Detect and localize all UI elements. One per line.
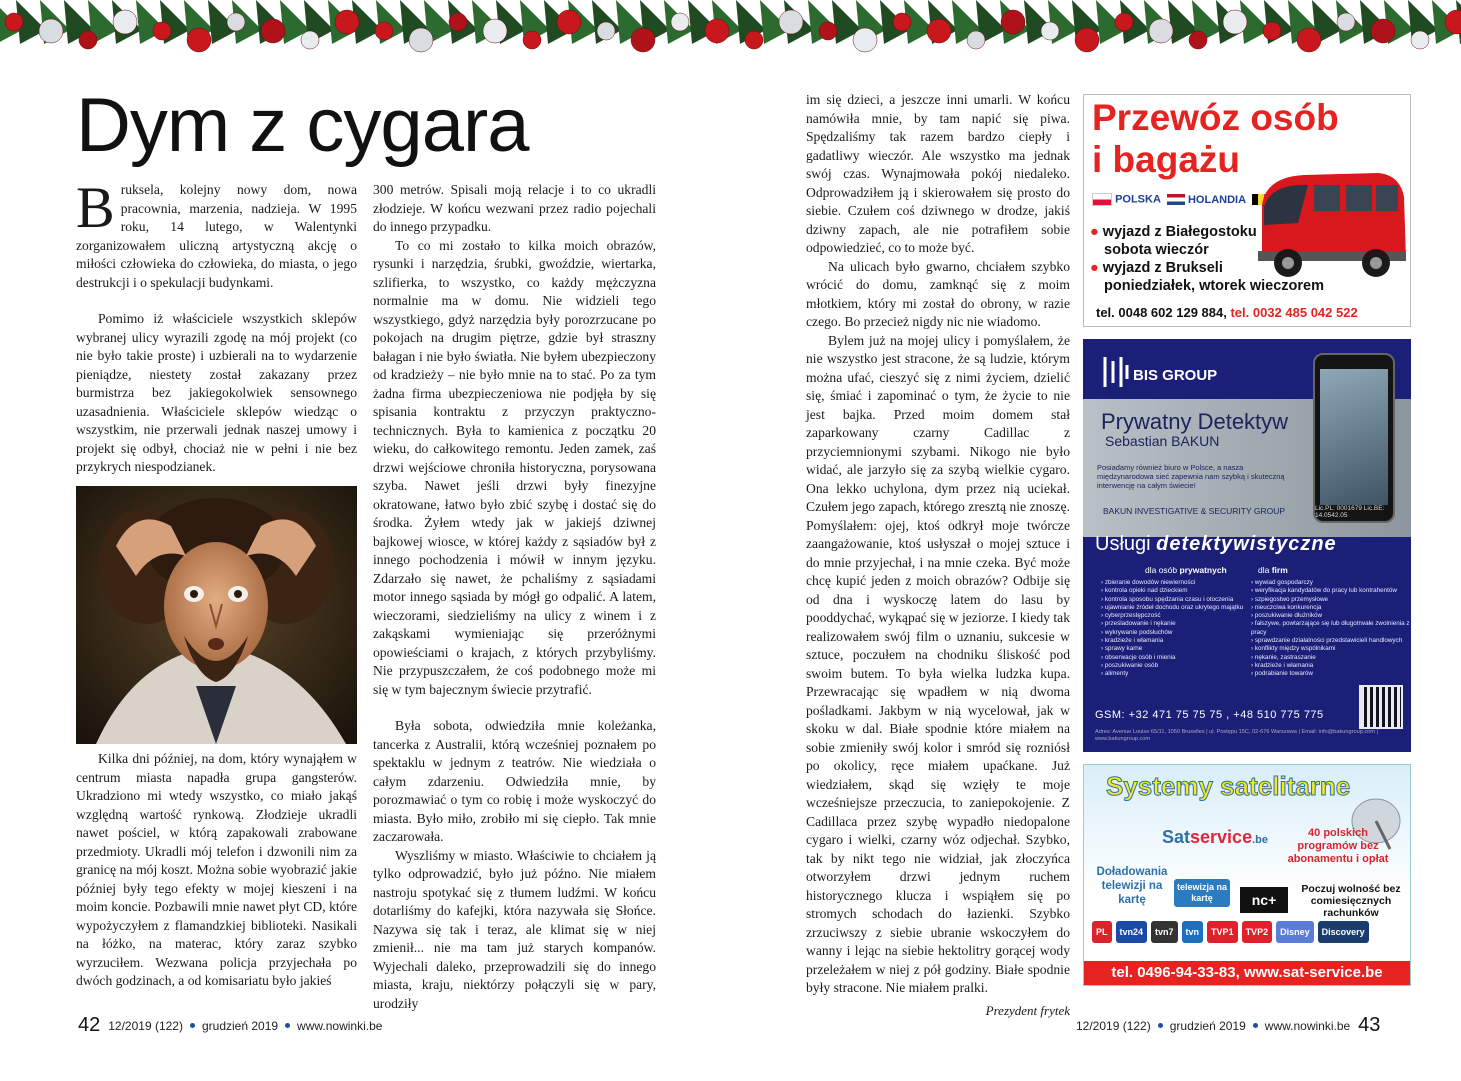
ad-firm-services-list — [1251, 579, 1411, 679]
list-item: › cyberprzestępczość — [1101, 612, 1243, 620]
page-footer-right — [1076, 1014, 1388, 1037]
list-item: › ujawnianie źródeł dochodu oraz ukrytego majątku — [1101, 604, 1243, 612]
article-photo-frightened-man — [76, 486, 357, 744]
ad-phone-numbers: tel. 0048 602 129 884, tel. 0032 485 042 522 — [1096, 305, 1358, 320]
ncplus-logo: nc+ — [1240, 887, 1288, 913]
list-item: › nieuczciwa konkurencja — [1251, 604, 1411, 612]
page-footer-left — [70, 1014, 382, 1037]
paragraph: Kilka dni później, na dom, który wynająłem w centrum miasta napadła grupa gangsterów. Ukradziono mi wtedy wszystko, co miało jakąś względną wartość rynkową. Złodzieje ukradli nawet pościel, w którą zapakowali zrabowane przedmioty. Ukradli mój telefon i dzwonili nim za granicę na mój koszt. Można sobie wyobrazić jakie później były tego efekty w mojej kieszeni i na moim koncie. Pozbawili mnie nawet płyt CD, które wypożyczyłem z flamandzkiej biblioteki. Nasikali na łóżko, na materac, który zaraz szybko wyrzuciłem. Wezwana policja przyjechała po dwóch godzinach, a od komisariatu było jakieś — [76, 751, 357, 988]
christmas-garland-decoration — [0, 0, 1461, 62]
list-item: › obserwacje osób i mienia — [1101, 654, 1243, 662]
list-item: › weryfikacja kandydatów do pracy lub kontrahentów — [1251, 587, 1411, 595]
ad-blurb: Posiadamy również biuro w Polsce, a nasza międzynarodowa sieć zapewnia nam szybką i skuteczną interwencję na całym świecie! — [1097, 463, 1285, 490]
list-item: › wykrywanie podsłuchów — [1101, 629, 1243, 637]
ad-phone-numbers: GSM: +32 471 75 75 75 , +48 510 775 775 — [1095, 709, 1324, 721]
list-item: › zbieranie dowodów niewierności — [1101, 579, 1243, 587]
ad-private-services-list — [1101, 579, 1243, 679]
channel-logo: TVP1 — [1207, 921, 1238, 943]
list-item: › kontrola sposobu spędzania czasu i otoczenia — [1101, 596, 1243, 604]
channel-logo: Disney — [1276, 921, 1314, 943]
ad-channels-offer: 40 polskich programów bez abonamentu i opłat — [1287, 827, 1389, 865]
list-item: › podrabianie towarów — [1251, 670, 1411, 678]
list-item: › fałszywe, powtarzające się lub długotrwałe zwolnienia z pracy — [1251, 620, 1411, 637]
list-item: › kontrola opieki nad dzieckiem — [1101, 587, 1243, 595]
ad-logo-text: BIS GROUP — [1133, 367, 1218, 384]
list-item: › nękanie, zastraszanie — [1251, 654, 1411, 662]
list-item: › prześladowanie i nękanie — [1101, 620, 1243, 628]
ad-person-name: Sebastian BAKUN — [1105, 433, 1220, 449]
list-item: › konflikty między wspólnikami — [1251, 645, 1411, 653]
ad-firms-heading: dla firm — [1258, 565, 1288, 575]
ad-address: Adres: Avenue Louise 65/11, 1050 Bruxelles | ul. Postępu 15C, 02-676 Warszawa | Email: info@bakungroup.com | www.bakungroup.com — [1095, 729, 1378, 742]
paragraph: im się dzieci, a jeszcze inni umarli. W końcu namówiła mnie, by tam napić się piwa. Spędzaliśmy tak razem bardzo ciepły i gadatliwy wieczór. Ale wszystko ma jednak swój czas. Wynajmowała pokój niedaleko. Odprowadziłem ją i skierowałem się prosto do siebie. Czułem coś dziwnego w drodze, jakiś dziwny zapach, ale nie potrafiłem sobie odpowiedzieć, co to może być. — [806, 92, 1070, 255]
smartphone-icon — [1313, 353, 1395, 523]
ad-license: Lic.PL: 0001679 Lic.BE: 14.0542.05 — [1315, 505, 1385, 519]
paragraph-intro: ruksela, kolejny nowy dom, nowa pracownia, marzenia, nadzieja. W 1995 roku, 14 lutego, w Walentynki zorganizowałem uliczną artystyczną akcję o miłości człowieka do człowieka, do miasta, o jego destrukcji i o spekulacji budynkami. — [76, 182, 357, 290]
ad-passenger-transport[interactable] — [1083, 94, 1411, 327]
list-item: › sprawdzanie działalności przedstawicieli handlowych — [1251, 637, 1411, 645]
channel-logo: tvn — [1182, 921, 1204, 943]
bullet-dot-icon — [1158, 1023, 1163, 1028]
paragraph: Pomimo iż właściciele wszystkich sklepów wybranej ulicy wyrazili zgodę na mój projekt (co nie było takie proste) i uzbierali na to wydarzenie pieniądze, niestety został zakazany przez burmistrza bez jakiegokolwiek sensownego uzasadnienia. Właściciele sklepów wiedząc o wszystkim, nie przerwali jednak naszej umowy i projekt się odbył, chociaż nie w pełni i nie bez przykrych niespodzianek. — [76, 311, 357, 474]
channel-logos — [1092, 921, 1369, 943]
list-item: › wywiad gospodarczy — [1251, 579, 1411, 587]
qr-code-icon[interactable] — [1359, 685, 1403, 729]
paragraph: Była sobota, odwiedziła mnie koleżanka, tancerka z Australii, którą wcześniej poznałem po spektaklu w jednym z teatrów. Nie wiedziała o całym zdarzeniu. Odwiedziła mnie, by porozmawiać o tym co robię i może wyskoczyć do miasta. Było miło, zrobiło mi się ciepło. Tak mnie zaczarowała. — [373, 718, 656, 844]
paragraph: Na ulicach było gwarno, chciałem szybko wrócić do domu, zamknąć się z moim młotkiem, który mi został do obrony, w razie czego. Bo przecież nigdy nic nie wiadomo. — [806, 258, 1070, 329]
issue-date: grudzień 2019 — [201, 1018, 279, 1033]
list-item: › alimenty — [1101, 670, 1243, 678]
article-column-left-second — [373, 181, 656, 1013]
drop-cap: B — [76, 175, 115, 240]
page-number: 42 — [78, 1014, 101, 1036]
ad-brand: Satservice.be — [1162, 827, 1268, 847]
ad-satellite-systems[interactable] — [1083, 764, 1411, 986]
ad-private-heading: dla osób prywatnych — [1145, 565, 1227, 575]
country-list: POLSKA HOLANDIA — [1092, 193, 1315, 206]
list-item: › sprawy karne — [1101, 645, 1243, 653]
article-headline: Dym z cygara — [76, 83, 529, 168]
bis-group-logo-icon — [1101, 355, 1131, 389]
ad-topup: Doładowania telewizji na kartę — [1096, 866, 1168, 906]
ad-title: Systemy satelitarne — [1106, 771, 1351, 801]
list-item: › szpiegostwo przemysłowe — [1251, 596, 1411, 604]
list-item: › kradzieże i włamania — [1101, 637, 1243, 645]
ad-freedom-slogan: Poczuj wolność bez comiesięcznych rachunków — [1301, 883, 1401, 919]
page-number: 43 — [1358, 1014, 1381, 1036]
list-item: › poszukiwanie dłużników — [1251, 612, 1411, 620]
ad-title: Przewóz osób i bagażu — [1092, 97, 1339, 180]
list-item: › kradzieże i włamania — [1251, 662, 1411, 670]
article-column-left-bottom — [76, 750, 357, 991]
bullet-dot-icon — [190, 1023, 195, 1028]
ad-services-title: Usługi detektywistyczne — [1095, 533, 1337, 555]
channel-logo: tvn24 — [1116, 921, 1148, 943]
issue-number: 12/2019 (122) — [108, 1018, 183, 1033]
website-link[interactable]: www.nowinki.be — [1264, 1018, 1351, 1033]
paragraph: Bylem już na mojej ulicy i pomyślałem, że nie wszystko jest stracone, że są ludzie, którym można ufać, cieszyć się z nimi życiem, dzielić się, śmiać i zapominać o tym, że życie to nie jest bajka. Przed moim domem stał zaparkowany czarny Cadillac z przyciemnionymi szybami. Nikogo nie było widać, ale jarzyło się za szybą wielkie cygaro. Ona lekko uchylona, dym przez nią uciekał. Czułem jego zapach, którego zresztą nie znoszę. Pomyślałem: ojej, ktoś odkrył moje twórcze zaangażowanie, ktoś usłyszał o mojej sztuce i do mnie przyjechał, i na mnie czeka. Być może chcę kupić jeden z moich obrazów? Odbije się od dna i wyskoczę latem do lasu by pooddychać, wykąpać się w jeziorze. I kiedy tak realizowałem swój film o uznaniu, sukcesie w sztuce, poczułem na chodniku śliskość pod swoim butem. To była wielka ludzka kupa. Przewracając się wpadłem w nią dwoma pośladkami. Jakbym w nią wycelował, jak w skoku w dal. Białe spodnie które miałem na sobie zmieniły swój kolor i smród się rozniósł po okolicy, ręce miałem upaćkane. Już wiedziałem, skąd się wzięły te moje wcześniejsze przeczucia, to zaniepokojenie. Z Cadillaca przez szybę wypadło niedopalone cygaro i wielki, czarny wóz odjechał. Szybko, tak by nikt tego nie widział, jak złoczyńca otworzyłem drzwi jednym ruchem historycznego klucza i wspiąłem się po stromych schodach do łazienki. Szybko zrzuciwszy z siebie ubranie wskoczyłem do wanny i lejąc na siebie hektolitry gorącej wody przeleżałem w niej z pół godziny. Białe spodnie były stracone. Nie miałem pralki. — [806, 332, 1070, 995]
ad-group-name: BAKUN INVESTIGATIVE & SECURITY GROUP — [1103, 506, 1285, 516]
ad-contact-bar: tel. 0496-94-33-83, www.sat-service.be — [1084, 961, 1410, 985]
ad-private-detective[interactable] — [1083, 339, 1411, 752]
author-signature: Prezydent frytek — [985, 1002, 1070, 1018]
netherlands-flag-icon — [1167, 194, 1185, 205]
ad-title: Prywatny Detektyw — [1101, 409, 1289, 434]
ad-card-tv-badge: telewizja na kartę — [1174, 879, 1230, 907]
channel-logo: Discovery — [1318, 921, 1369, 943]
channel-logo: TVP2 — [1242, 921, 1273, 943]
article-column-right — [806, 91, 1070, 1020]
channel-logo: PL — [1092, 921, 1112, 943]
bullet-dot-icon — [285, 1023, 290, 1028]
paragraph: To co mi zostało to kilka moich obrazów, rysunki i narzędzia, śrubki, gwoździe, wiertarka, szlifierka, to wszystko, co każdy mężczyzna normalnie ma w domu. Nie widzieli tego wszystkiego, gdyż narzędzia były porozrzucane po pokojach na drugim piętrze, gdzie był straszny bałagan i nie było światła. Nie byłem ubezpieczony od kradzieży – nie było mnie na to stać. Po za tym żadna firma ubezpieczeniowa nie podjęła by się spisania kontraktu z przyczyn praktyczno-technicznych. Była to kamienica z początku 20 wieku, do całkowitego remontu. Jeden zamek, zaś drzwi wejściowe chroniła historyczna, porysowana szyba. Nawet jeśli drzwi były finezyjne okratowane, łatwo było zbić szybę i dostać się do środka. Żyłem wtedy jak w jakiejś dziwnej bajkowej wiosce, w której każdy z sąsiadów był z innego pochodzenia i mówił w innym języku. Zdarzało się nawet, że pchaliśmy z sąsiadami motor innego sąsiada by mógł go odpalić. A latem, wieczorami, siedzieliśmy na ulicy z winem i z zakąskami wymieniając się przeróżnymi opowieściami o krajach, z których przybyliśmy. Nie przypuszczałem, że coś podobnego może mi się w tym bajecznym świecie przytrafić. — [373, 237, 656, 697]
article-column-left-top — [76, 175, 357, 477]
website-link[interactable]: www.nowinki.be — [297, 1018, 383, 1033]
list-item: › poszukiwanie osób — [1101, 662, 1243, 670]
issue-number: 12/2019 (122) — [1076, 1018, 1151, 1033]
channel-logo: tvn7 — [1151, 921, 1178, 943]
paragraph: Wyszliśmy w miasto. Właściwie to chciałem ją tylko odprowadzić, było już późno. Nie miałem nastroju spotykać się z tłumem ludźmi. W końcu dotarliśmy do kafejki, która nazywała się Słońce. Nazywa się tak i teraz, ale klimat się w niej zmienił... nie ma tam już starych kompanów. Wyjechali daleko, przeprowadzili się do innego miasta, kraju, niektórzy połączyli się w pary, urodziły — [373, 847, 656, 1011]
ad-schedule: ● wyjazd z Białegostoku sobota wieczór ● wyjazd z Brukseli poniedziałek, wtorek wieczorem — [1090, 224, 1324, 294]
issue-date: grudzień 2019 — [1169, 1018, 1246, 1033]
paragraph: 300 metrów. Spisali moją relacje i to co ukradli złodzieje. W końcu wezwani przez radio pojechali do innego przypadku. — [373, 182, 656, 234]
bullet-dot-icon — [1253, 1023, 1258, 1028]
poland-flag-icon — [1092, 193, 1112, 206]
